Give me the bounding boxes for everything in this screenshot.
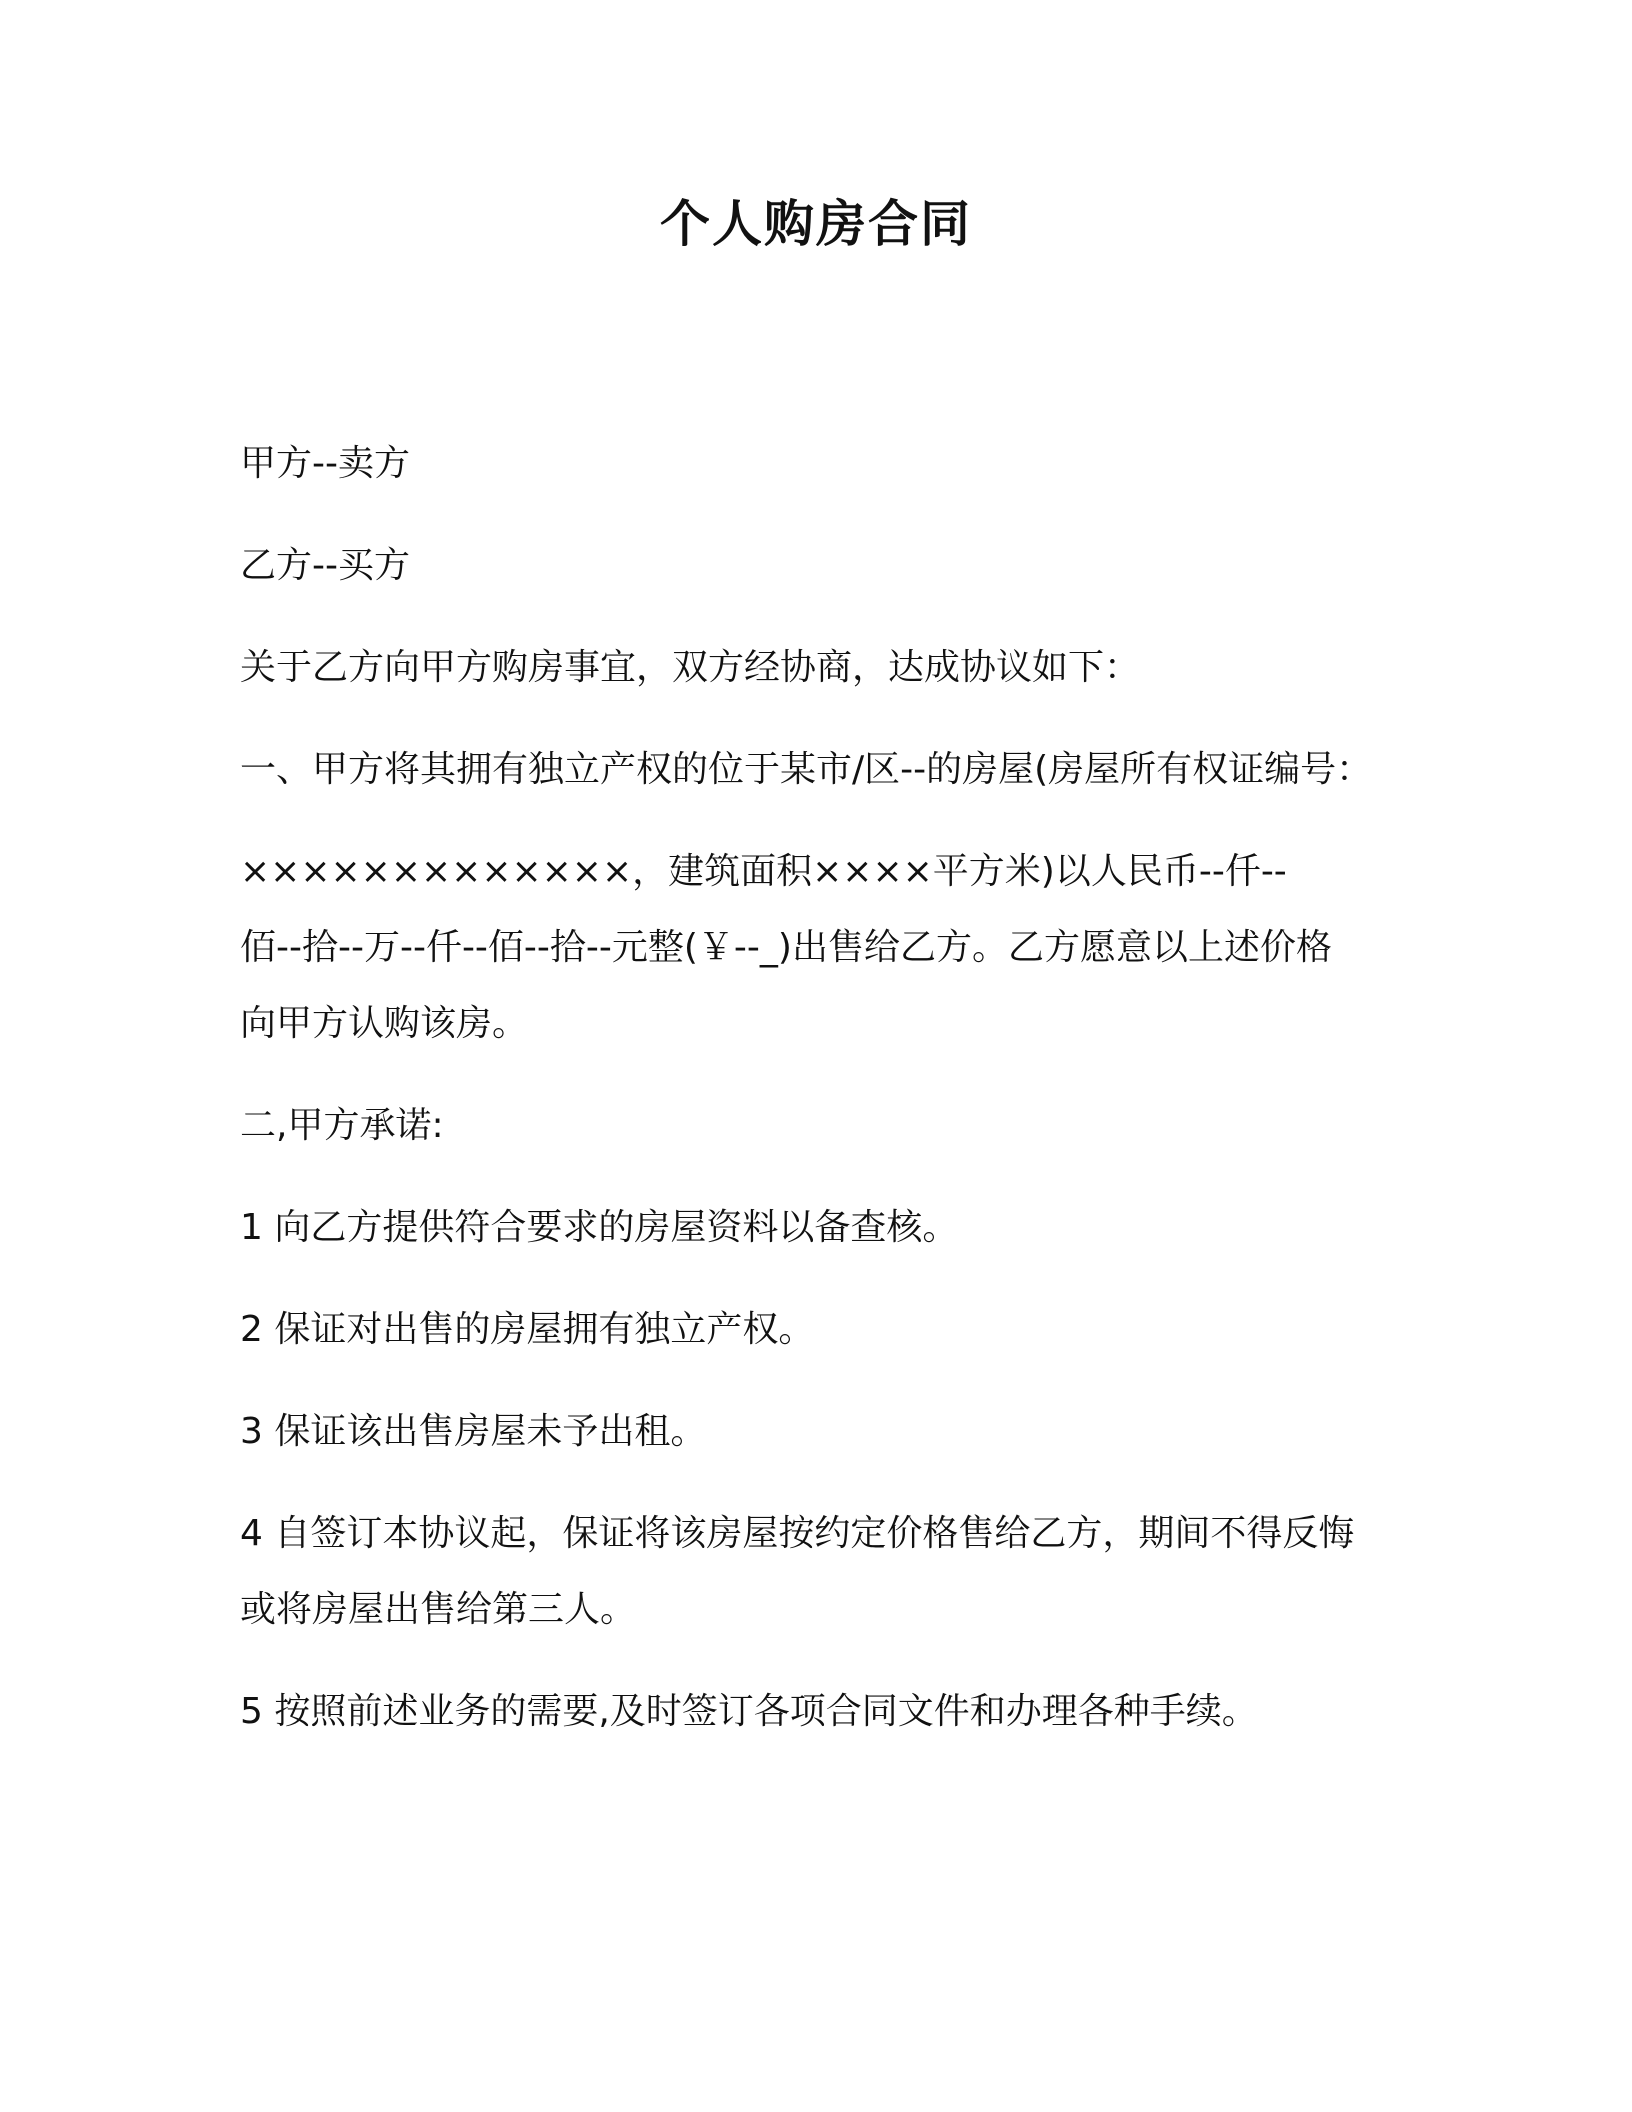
clause-one-line-2: ×××××××××××××，建筑面积××××平方米)以人民币--仟-- xyxy=(240,851,1287,892)
agreement-intro: 关于乙方向甲方购房事宜，双方经协商，达成协议如下： xyxy=(240,647,1141,688)
party-a-line: 甲方--卖方 xyxy=(240,443,410,484)
promise-item-3: 3 保证该出售房屋未予出租。 xyxy=(240,1411,707,1452)
clause-one-line-1: 一、甲方将其拥有独立产权的位于某市/区--的房屋(房屋所有权证编号： xyxy=(240,749,1373,790)
clause-one-line-3: 佰--拾--万--仟--佰--拾--元整(￥--_)出售给乙方。乙方愿意以上述价格 xyxy=(240,927,1332,968)
promise-item-4-line-2: 或将房屋出售给第三人。 xyxy=(240,1589,637,1630)
clause-one-line-4: 向甲方认购该房。 xyxy=(240,1003,529,1044)
promise-item-1: 1 向乙方提供符合要求的房屋资料以备查核。 xyxy=(240,1207,959,1248)
promise-item-2: 2 保证对出售的房屋拥有独立产权。 xyxy=(240,1309,815,1350)
clause-two-heading: 二,甲方承诺: xyxy=(240,1105,444,1146)
document-title: 个人购房合同 xyxy=(660,195,972,253)
party-b-line: 乙方--买方 xyxy=(240,545,410,586)
promise-item-5: 5 按照前述业务的需要,及时签订各项合同文件和办理各种手续。 xyxy=(240,1691,1258,1732)
promise-item-4-line-1: 4 自签订本协议起，保证将该房屋按约定价格售给乙方，期间不得反悔 xyxy=(240,1513,1355,1554)
